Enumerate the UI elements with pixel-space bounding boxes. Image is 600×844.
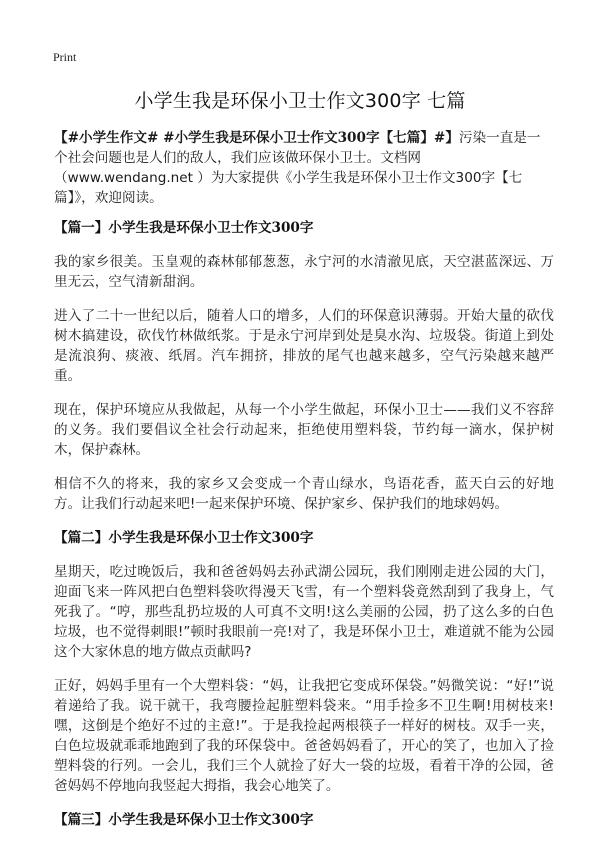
section-heading: 【篇二】小学生我是环保小卫士作文300字 (54, 530, 314, 546)
paragraph: 进入了二十一世纪以后，随着人口的增多，人们的环保意识薄弱。开始大量的砍伐树木搞建设，砍伐竹林做纸浆。于是永宁河岸到处是臭水沟、垃圾袋。街道上到处是流浪狗、痰液、纸屑。汽车拥挤，排放的尾气也越来越多，空气污染越来越严重。 (54, 308, 554, 384)
intro-tag: 【#小学生作文# #小学生我是环保小卫士作文300字【七篇】#】 (54, 130, 459, 146)
paragraph: 相信不久的将来，我的家乡又会变成一个青山绿水，鸟语花香，蓝天白云的好地方。让我们行动起来吧!一起来保护环境、保护家乡、保护我们的地球妈妈。 (54, 476, 554, 512)
section-2 (54, 528, 554, 796)
paragraph: 现在，保护环境应从我做起，从每一个小学生做起，环保小卫士——我们义不容辞的义务。我们要倡议全社会行动起来，拒绝使用塑料袋，节约每一滴水，保护树木，保护森林。 (54, 402, 554, 458)
section-heading: 【篇三】小学生我是环保小卫士作文300字 (54, 812, 314, 828)
paragraph: 正好，妈妈手里有一个大塑料袋：“妈，让我把它变成环保袋。”妈微笑说：“好!”说着递给了我。说干就干，我弯腰捡起脏塑料袋来。“用手捡多不卫生啊!用树枝来!嘿，这倒是个绝好不过的主意!”。于是我捡起两根筷子一样好的树枝。双手一夹，白色垃圾就乖乖地跑到了我的环保袋中。爸爸妈妈看了，开心的笑了，也加入了捡塑料袋的行列。一会儿，我们三个人就捡了好大一袋的垃圾，看着干净的公园，爸爸妈妈不停地向我竖起大拇指，我会心地笑了。 (54, 678, 554, 794)
intro-paragraph (54, 128, 554, 208)
paragraph: 我的家乡很美。玉皇观的森林郁郁葱葱，永宁河的水清澈见底，天空湛蓝深远、万里无云，空气清新甜润。 (54, 254, 554, 290)
print-label: Print (53, 50, 77, 64)
paragraph: 星期天，吃过晚饭后，我和爸爸妈妈去孙武湖公园玩，我们刚刚走进公园的大门，迎面飞来一阵风把白色塑料袋吹得漫天飞雪，有一个塑料袋竟然刮到了我身上，气死我了。“哼，那些乱扔垃圾的人可真不文明!这么美丽的公园，扔了这么多的白色垃圾，也不觉得刺眼!”顿时我眼前一亮!对了，我是环保小卫士，难道就不能为公园这个大家休息的地方做点贡献吗? (54, 564, 554, 660)
section-heading: 【篇一】小学生我是环保小卫士作文300字 (54, 220, 314, 236)
section-1 (54, 218, 554, 514)
intro-text: 污染一直是一个社会问题也是人们的敌人，我们应该做环保小卫士。文档网（www.wendang.net ）为大家提供《小学生我是环保小卫士作文300字【七篇】》，欢迎阅读。 (54, 130, 541, 206)
document-title: 小学生我是环保小卫士作文300字 七篇 (134, 90, 466, 112)
section-3 (54, 810, 554, 830)
document-body (54, 128, 554, 844)
